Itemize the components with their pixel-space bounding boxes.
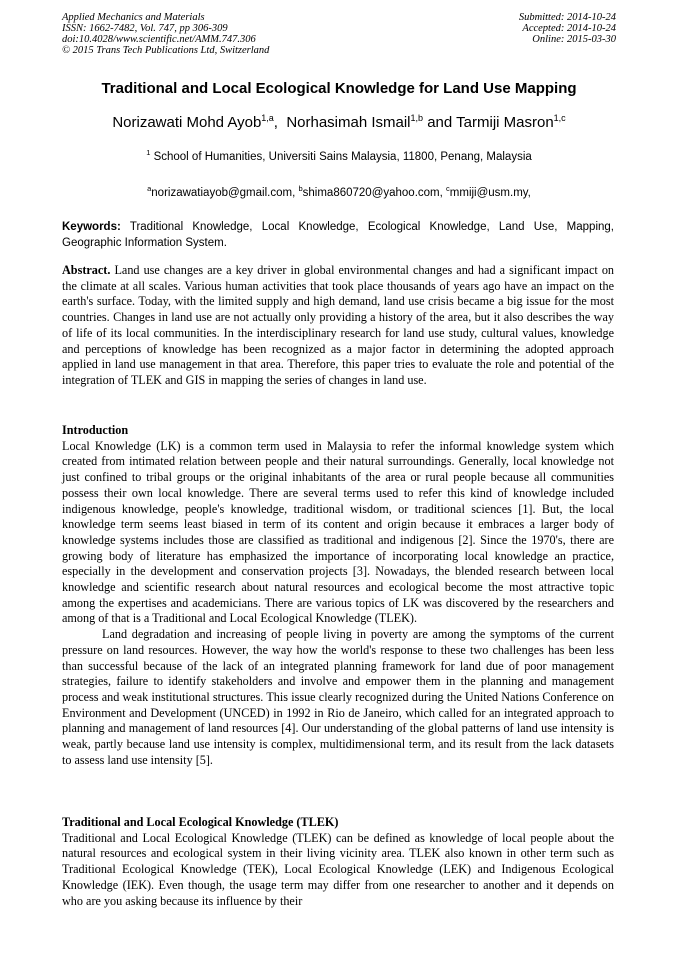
introduction-section [62, 423, 614, 768]
email-b-sup: b [298, 184, 303, 193]
tlek-section [62, 815, 614, 909]
submission-dates [356, 12, 616, 45]
email-c: mmiji@usm.my, [449, 186, 531, 199]
journal-name: Applied Mechanics and Materials [62, 12, 205, 23]
affiliation-text: School of Humanities, Universiti Sains Malaysia, 11800, Penang, Malaysia [153, 150, 532, 163]
tlek-paragraph-1: Traditional and Local Ecological Knowledge (TLEK) can be defined as knowledge of local people about the natural resources and ecological system in their living vicinity area. TLEK also known in other term such as Traditional Ecological Knowledge (TEK), Local Ecological Knowledge (LEK) and Indigenous Ecological Knowledge (IEK). Even though, the usage term may differ from one researcher to another and it depends on who are you asking because its influence by their [62, 830, 614, 908]
journal-info [62, 12, 362, 56]
submitted-date: Submitted: 2014-10-24 [518, 12, 616, 23]
abstract-label: Abstract. [62, 263, 111, 277]
author-1-sup: 1,a [261, 113, 274, 123]
author-3-sup: 1,c [553, 113, 566, 123]
affiliation-sup: 1 [146, 148, 151, 157]
author-list: Norizawati Mohd Ayob$^{1,a}$, Norhasimah Ismail$^{1,b}$ and Tarmiji Masron$^{1,c}$ [112, 113, 566, 131]
tlek-heading: Traditional and Local Ecological Knowledge (TLEK) [62, 815, 339, 829]
email-a-sup: a [147, 184, 152, 193]
keywords-block [62, 219, 614, 251]
keywords-label: Keywords: [62, 221, 121, 233]
introduction-paragraph-2: Land degradation and increasing of people living in poverty are among the symptoms of the current pressure on land resources. However, the way how the world's response to these two challenges has been less than successful because of the lack of an integrated planning framework for land due of poor management strategies, failure to identify stakeholders and involve and empower them in the planning and management process and weak institutional structures. This issue clearly recognized during the United Nations Conference on Environment and Development (UNCED) in 1992 in Rio de Janeiro, which called for an integrated approach to planning and management of land resources [4]. Our understanding of the global patterns of land use intensity is weak, partly because land use intensity is complex, multidimensional term, and its result from the lack datasets to assess land use intensity [5]. [62, 627, 614, 767]
introduction-heading: Introduction [62, 423, 129, 437]
author-conjunction: and [427, 114, 453, 131]
author-3: Tarmiji Masron [456, 114, 554, 131]
introduction-paragraph-1: Local Knowledge (LK) is a common term used in Malaysia to refer the informal knowledge system which created from intimated relation between people and their natural surroundings. Generally, local knowledge not just confined to tribal groups or the original inhabitants of the area or rural people because all communities possess their own local knowledge. There are several terms used to refer this kind of knowledge included indigenous knowledge, people's knowledge, traditional wisdom, or traditional sciences [1]. But, the local knowledge term seems least biased in term of its content and origin because it embraces a larger body of knowledge systems includes those are classified as traditional and indigenous [2]. Since the 1970's, there are growing body of literature has emphasized the importance of incorporating local knowledge an practice, especially in the development and conservation projects [3]. Nowadays, the blended research between local knowledge and scientific research about natural resources and ecological become the most attractive topic among the expertises and academicians. There are various topics of LK was discovered by the researchers and among of that is a Traditional and Local Ecological Knowledge (TLEK). [62, 438, 614, 626]
email-c-sup: c [446, 184, 450, 193]
copyright-line: © 2015 Trans Tech Publications Ltd, Switzerland [62, 45, 270, 56]
paper-title: Traditional and Local Ecological Knowledge for Land Use Mapping [101, 80, 577, 97]
email-a: norizawatiayob@gmail.com, [151, 186, 296, 199]
author-1: Norizawati Mohd Ayob [112, 114, 262, 131]
issn-line: ISSN: 1662-7482, Vol. 747, pp 306-309 [62, 23, 228, 34]
online-date: Online: 2015-03-30 [532, 34, 616, 45]
author-2: Norhasimah Ismail [286, 114, 411, 131]
author-emails [30, 184, 648, 199]
email-b: shima860720@yahoo.com, [302, 186, 443, 199]
abstract-text: Land use changes are a key driver in global environmental changes and had a significant impact on the climate at all scales. Various human activities that took place thousands of years ago have an impact on the earth's surface. Today, with the limited supply and high demand, land use crisis became a big issue for the most countries. Changes in land use are not actually only providing a history of the area, but it also describes the way of life of its local communities. In the interdisciplinary research for land use study, cultural values, knowledge and perceptions of knowledge has been recognized as a major factor in determining the adopted approach applied in land use management in that area. Therefore, this paper tries to evaluate the role and potential of the integration of TLEK and GIS in mapping the series of changes in land use. [62, 263, 615, 387]
author-2-sup: 1,b [410, 113, 424, 123]
accepted-date: Accepted: 2014-10-24 [522, 23, 616, 34]
abstract-block [62, 263, 614, 389]
keywords-text: Traditional Knowledge, Local Knowledge, Ecological Knowledge, Land Use, Mapping, Geographic Information System. [62, 221, 614, 249]
affiliation [30, 148, 648, 163]
doi-line: doi:10.4028/www.scientific.net/AMM.747.306 [62, 34, 256, 45]
